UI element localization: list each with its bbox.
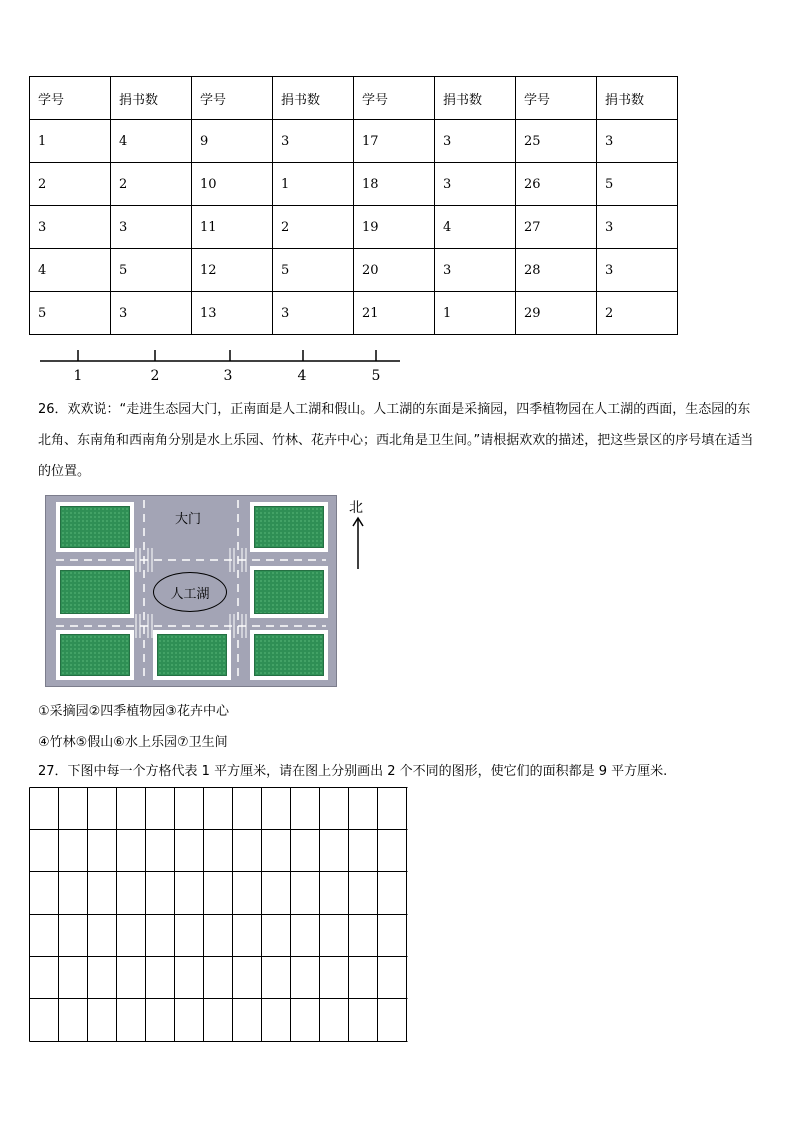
table-cell: 3 xyxy=(597,206,678,249)
table-cell: 2 xyxy=(30,163,111,206)
table-cell: 5 xyxy=(30,292,111,335)
table-cell: 3 xyxy=(111,292,192,335)
donation-table xyxy=(29,76,678,335)
park-map xyxy=(45,495,337,687)
number-line-label: 2 xyxy=(150,368,160,384)
north-indicator xyxy=(348,497,368,569)
header-cell: 学号 xyxy=(30,77,111,120)
table-cell: 9 xyxy=(192,120,273,163)
table-cell: 11 xyxy=(192,206,273,249)
table-header-row xyxy=(30,77,678,120)
table-row xyxy=(30,163,678,206)
gate-label: 大门 xyxy=(175,512,202,527)
table-cell: 3 xyxy=(435,249,516,292)
table-cell: 29 xyxy=(516,292,597,335)
header-cell: 捐书数 xyxy=(435,77,516,120)
question-26-text: 26．欢欢说：“走进生态园大门，正南面是人工湖和假山。人工湖的东面是采摘园，四季植物园在人工湖的西面，生态园的东北角、东南角和西南角分别是水上乐园、竹林、花卉中心；西北角是卫生间。”请根据欢欢的描述，把这些景区的序号填在适当的位置。 xyxy=(38,402,754,479)
table-cell: 2 xyxy=(111,163,192,206)
table-cell: 27 xyxy=(516,206,597,249)
table-cell: 5 xyxy=(597,163,678,206)
header-cell: 学号 xyxy=(192,77,273,120)
table-cell: 3 xyxy=(273,120,354,163)
square-grid xyxy=(29,787,409,1043)
table-cell: 2 xyxy=(597,292,678,335)
table-cell: 26 xyxy=(516,163,597,206)
north-arrow-icon xyxy=(348,515,368,571)
table-cell: 10 xyxy=(192,163,273,206)
table-cell: 21 xyxy=(354,292,435,335)
question-27-text: 27．下图中每一个方格代表 1 平方厘米，请在图上分别画出 2 个不同的图形，使它们的面积都是 9 平方厘米. xyxy=(38,764,668,779)
table-cell: 18 xyxy=(354,163,435,206)
table-cell: 4 xyxy=(111,120,192,163)
table-cell: 1 xyxy=(273,163,354,206)
number-line xyxy=(38,346,408,386)
table-cell: 1 xyxy=(30,120,111,163)
table-cell: 12 xyxy=(192,249,273,292)
plot-northwest xyxy=(56,502,134,552)
table-row xyxy=(30,206,678,249)
table-cell: 25 xyxy=(516,120,597,163)
table-row xyxy=(30,120,678,163)
number-line-label: 4 xyxy=(297,368,307,384)
table-row xyxy=(30,249,678,292)
table-cell: 3 xyxy=(597,249,678,292)
header-cell: 捐书数 xyxy=(111,77,192,120)
number-line-label: 3 xyxy=(223,368,233,384)
number-line-label: 5 xyxy=(371,368,381,384)
table-cell: 3 xyxy=(30,206,111,249)
plot-east xyxy=(250,566,328,618)
table-row xyxy=(30,292,678,335)
number-line-label: 1 xyxy=(73,368,83,384)
table-cell: 5 xyxy=(111,249,192,292)
plot-northeast xyxy=(250,502,328,552)
table-cell: 2 xyxy=(273,206,354,249)
table-cell: 19 xyxy=(354,206,435,249)
table-cell: 3 xyxy=(597,120,678,163)
header-cell: 捐书数 xyxy=(273,77,354,120)
table-cell: 13 xyxy=(192,292,273,335)
lake-oval xyxy=(153,572,227,612)
legend-line-2: ④竹林⑤假山⑥水上乐园⑦卫生间 xyxy=(38,735,228,750)
table-cell: 3 xyxy=(111,206,192,249)
table-cell: 1 xyxy=(435,292,516,335)
lake-label: 人工湖 xyxy=(170,586,210,602)
table-cell: 4 xyxy=(435,206,516,249)
header-cell: 学号 xyxy=(516,77,597,120)
header-cell: 学号 xyxy=(354,77,435,120)
plot-west xyxy=(56,566,134,618)
legend-line-1: ①采摘园②四季植物园③花卉中心 xyxy=(38,704,229,719)
table-cell: 28 xyxy=(516,249,597,292)
table-cell: 4 xyxy=(30,249,111,292)
table-cell: 17 xyxy=(354,120,435,163)
north-label: 北 xyxy=(349,500,363,516)
table-cell: 3 xyxy=(435,120,516,163)
table-cell: 3 xyxy=(435,163,516,206)
plot-southeast xyxy=(250,630,328,680)
table-cell: 20 xyxy=(354,249,435,292)
header-cell: 捐书数 xyxy=(597,77,678,120)
plot-southwest xyxy=(56,630,134,680)
table-cell: 3 xyxy=(273,292,354,335)
table-cell: 5 xyxy=(273,249,354,292)
plot-south xyxy=(153,630,231,680)
